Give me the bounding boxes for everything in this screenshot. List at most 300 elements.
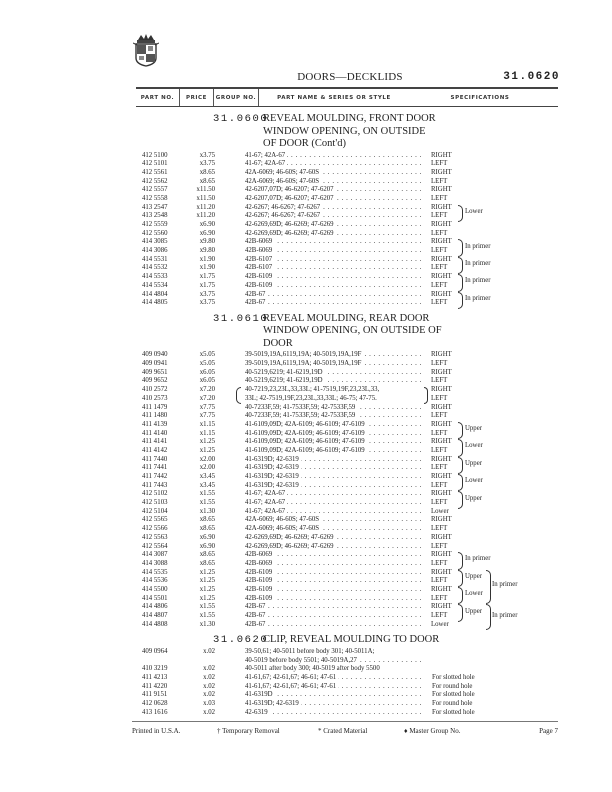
description-text: 41-67; 42A-67 <box>245 499 286 507</box>
part-description <box>245 282 423 291</box>
price: x8.65 <box>199 177 215 185</box>
description-text: 42B-6109 <box>245 585 273 593</box>
part-description <box>245 473 423 482</box>
parts-list <box>0 113 612 722</box>
part-number: 411 4142 <box>142 446 168 454</box>
specification: LEFT <box>431 377 448 385</box>
part-number: 412 5559 <box>142 221 168 228</box>
part-description <box>245 238 423 247</box>
part-description <box>245 683 423 692</box>
outer-group-brace-icon <box>486 570 491 605</box>
price: x7.75 <box>199 412 215 420</box>
part-description <box>245 709 423 718</box>
column-header-group-no: GROUP NO. <box>215 94 257 101</box>
part-number: 414 5531 <box>142 255 168 263</box>
table-row <box>0 404 612 413</box>
part-number: 414 5534 <box>142 281 168 289</box>
description-text: 42B-6109 <box>245 568 273 576</box>
part-description <box>245 221 423 230</box>
part-description <box>245 525 423 534</box>
price: x.02 <box>203 647 215 655</box>
part-number: 414 4806 <box>142 603 168 611</box>
description-text: 42B-6109 <box>245 594 273 602</box>
column-header-part-no: PART NO. <box>140 94 175 101</box>
part-description <box>245 665 423 674</box>
part-number: 414 5536 <box>142 577 168 585</box>
bracketed-group <box>0 586 612 603</box>
bracketed-group <box>0 438 612 455</box>
specification: For slotted hole <box>432 708 475 716</box>
price: x6.90 <box>199 542 215 550</box>
description-text: 40-7219,23,23L,33,33L; 41-7519,19F,23,23L,33, <box>245 386 380 394</box>
price: x2.00 <box>199 455 215 463</box>
bracketed-group <box>0 551 612 568</box>
specification: LEFT <box>431 360 448 368</box>
part-description <box>245 438 423 447</box>
bracketed-group <box>0 421 612 438</box>
group-note: Upper <box>465 607 482 615</box>
group-note: In primer <box>465 555 491 563</box>
bracketed-group <box>0 291 612 308</box>
part-description <box>245 691 423 700</box>
group-note: Upper <box>465 459 482 467</box>
description-text: 42B-6069 <box>245 247 273 255</box>
group-brace-icon <box>458 604 463 621</box>
description-text: 42B-67 <box>245 299 266 307</box>
specification: LEFT <box>431 446 448 454</box>
price: x1.25 <box>199 585 215 593</box>
part-description <box>245 621 423 630</box>
part-number: 409 0941 <box>142 360 168 368</box>
spanning-description-group <box>0 386 612 403</box>
table-row <box>0 377 612 386</box>
left-brace-icon <box>236 387 241 404</box>
description-text: 42-6319 <box>245 708 268 716</box>
specification: RIGHT <box>431 238 452 246</box>
price: x1.30 <box>199 620 215 628</box>
description-text: 42B-67 <box>245 603 266 611</box>
table-row <box>0 543 612 552</box>
part-description <box>245 430 423 439</box>
part-number: 414 5533 <box>142 273 168 281</box>
group-note: Lower <box>465 590 483 598</box>
part-description <box>245 230 423 239</box>
description-text: 42-6269,69D; 46-6269; 47-6269 <box>245 229 334 237</box>
price: x.02 <box>203 665 215 673</box>
table-row <box>0 603 612 612</box>
table-row <box>0 569 612 578</box>
description-text: 42-6267; 46-6267; 47-6267 <box>245 203 321 211</box>
part-description <box>245 603 423 612</box>
bracketed-group <box>0 256 612 273</box>
price: x1.75 <box>199 281 215 289</box>
table-row <box>0 683 612 692</box>
price: x3.75 <box>199 290 215 298</box>
table-row <box>0 351 612 360</box>
part-description <box>245 360 423 369</box>
part-description <box>245 516 423 525</box>
specification: RIGHT <box>431 151 452 159</box>
footer-legend-crated: * Crated Material <box>318 727 368 735</box>
specification: Lower <box>431 507 449 515</box>
specification: RIGHT <box>431 516 452 524</box>
parts-section <box>0 313 612 635</box>
part-number: 411 4141 <box>142 438 168 446</box>
specification: RIGHT <box>431 438 452 446</box>
part-number: 411 7440 <box>142 455 168 463</box>
column-header-specifications: SPECIFICATIONS <box>450 94 510 101</box>
part-number: 411 1480 <box>142 412 168 420</box>
table-row <box>0 195 612 204</box>
part-number: 409 0940 <box>142 351 168 359</box>
price: x6.90 <box>199 229 215 237</box>
part-description <box>245 152 423 161</box>
table-row <box>0 499 612 508</box>
description-text: 40-5219,6219; 41-6219,19D <box>245 368 323 376</box>
part-number: 412 5558 <box>142 194 168 202</box>
part-description <box>245 256 423 265</box>
description-text: 42-6269,69D; 46-6269; 47-6269 <box>245 542 334 550</box>
price: x7.20 <box>199 386 215 394</box>
specification: LEFT <box>431 577 448 585</box>
specification: LEFT <box>431 160 448 168</box>
price: x3.75 <box>199 160 215 168</box>
specification: For slotted hole <box>432 673 475 681</box>
part-description <box>245 569 423 578</box>
description-text: 41-6319D; 42-6319 <box>245 700 299 707</box>
part-number: 411 7442 <box>142 473 168 480</box>
price: x1.55 <box>199 603 215 611</box>
part-number: 412 5100 <box>142 151 168 159</box>
price: x6.90 <box>199 533 215 541</box>
price: x3.45 <box>199 473 215 480</box>
price: x1.55 <box>199 612 215 619</box>
description-text: 42-6207,07D; 46-6207; 47-6207 <box>245 194 334 202</box>
bracketed-group <box>0 621 612 630</box>
table-row <box>0 256 612 265</box>
description-text: 41-61,67; 42-61,67; 46-61; 47-61 <box>245 682 337 690</box>
description-text: 41-6109,09D; 42A-6109; 46-6109; 47-6109 <box>245 429 365 437</box>
description-text: 42-6267; 46-6267; 47-6267 <box>245 212 321 220</box>
part-number: 414 5500 <box>142 585 168 593</box>
part-number: 411 4220 <box>142 682 168 690</box>
part-number: 412 0628 <box>142 700 168 707</box>
table-row <box>0 595 612 604</box>
description-text: 42B-6109 <box>245 577 273 585</box>
part-description <box>245 351 423 360</box>
description-text: 41-6319D; 42-6319 <box>245 481 299 489</box>
specification: RIGHT <box>431 386 452 394</box>
table-row <box>0 560 612 569</box>
part-description <box>245 421 423 430</box>
section-heading-number: 31.0610 <box>213 312 269 325</box>
part-number: 412 5560 <box>142 229 168 237</box>
description-text: 41-6109,09D; 42A-6109; 46-6109; 47-6109 <box>245 446 365 454</box>
price: x1.15 <box>199 420 215 428</box>
table-row <box>0 178 612 187</box>
group-note: In primer <box>465 294 491 302</box>
specification: RIGHT <box>431 273 452 281</box>
part-number: 414 5535 <box>142 568 168 576</box>
description-text: 42-6207,07D; 46-6207; 47-6207 <box>245 186 334 194</box>
part-description <box>245 482 423 491</box>
group-brace-icon <box>458 570 463 587</box>
part-number: 412 5562 <box>142 177 168 185</box>
part-description <box>245 577 423 586</box>
part-number: 412 5563 <box>142 533 168 541</box>
section-heading-line: OF DOOR (Cont'd) <box>263 138 346 149</box>
part-description <box>245 169 423 178</box>
specification: RIGHT <box>431 455 452 463</box>
part-description <box>245 195 423 204</box>
table-row <box>0 230 612 239</box>
price: x.02 <box>203 708 215 716</box>
section-heading-line: WINDOW OPENING, ON OUTSIDE OF <box>263 325 442 337</box>
description-text: 40-5011 after body 300; 40-5019 after body 5500 <box>245 665 380 673</box>
part-number: 413 2548 <box>142 212 168 220</box>
specification: RIGHT <box>431 221 452 228</box>
part-number: 413 1616 <box>142 708 168 716</box>
part-description <box>245 395 423 404</box>
part-number: 414 4807 <box>142 612 168 619</box>
part-description <box>245 648 423 657</box>
table-row <box>0 204 612 213</box>
part-number: 412 5102 <box>142 490 168 498</box>
part-description <box>245 657 423 666</box>
price: x11.50 <box>196 186 215 194</box>
price: x8.65 <box>199 516 215 524</box>
description-text: 42B-6069 <box>245 238 273 246</box>
group-brace-icon <box>458 439 463 456</box>
part-number: 410 2573 <box>142 394 168 402</box>
specification: LEFT <box>431 229 448 237</box>
part-number: 411 4213 <box>142 673 168 681</box>
parts-section <box>0 634 612 722</box>
part-description <box>245 299 423 308</box>
table-row <box>0 430 612 439</box>
table-row <box>0 299 612 308</box>
description-text: 41-67; 42A-67 <box>245 151 286 159</box>
description-text: 42B-6069 <box>245 551 273 559</box>
specification: LEFT <box>431 247 448 255</box>
specification: LEFT <box>431 212 448 220</box>
price: x1.75 <box>199 273 215 281</box>
table-row <box>0 490 612 499</box>
table-row <box>0 152 612 161</box>
specification: RIGHT <box>431 490 452 498</box>
description-text: 39-5019,19A,6119,19A; 40-5019,19A,19F <box>245 351 362 359</box>
header-rule <box>136 106 558 107</box>
description-text: 40-7233F,59; 41-7533F,59; 42-7533F,59 <box>245 412 356 420</box>
price: x11.50 <box>196 194 215 202</box>
section-heading <box>0 634 612 648</box>
section-heading-number: 31.0600 <box>213 113 269 125</box>
description-text: 42B-6069 <box>245 559 273 567</box>
specification: For slotted hole <box>432 691 475 699</box>
specification: LEFT <box>431 525 448 533</box>
section-heading-number: 31.0620 <box>213 634 269 647</box>
table-row <box>0 508 612 517</box>
specification: LEFT <box>431 394 448 402</box>
section-heading <box>0 313 612 352</box>
specification: RIGHT <box>431 186 452 194</box>
specification: RIGHT <box>431 368 452 376</box>
price: x8.65 <box>199 551 215 559</box>
description-text: 42A-6069; 46-60S; 47-60S <box>245 168 320 176</box>
group-brace-icon <box>458 274 463 291</box>
description-text: 41-6319D; 42-6319 <box>245 455 299 463</box>
group-brace-icon <box>458 239 463 256</box>
table-row <box>0 369 612 378</box>
table-row <box>0 395 612 404</box>
specification: RIGHT <box>431 351 452 359</box>
specification: LEFT <box>431 464 448 472</box>
description-text: 41-61,67; 42-61,67; 46-61; 47-61 <box>245 673 337 681</box>
price: x1.55 <box>199 499 215 507</box>
price: x.02 <box>203 673 215 681</box>
price: x6.90 <box>199 221 215 228</box>
group-note: Lower <box>465 477 483 485</box>
section-number: 31.0620 <box>503 71 560 83</box>
description-text: 41-6109,09D; 42A-6109; 46-6109; 47-6109 <box>245 420 365 428</box>
part-number: 414 5501 <box>142 594 168 602</box>
table-row <box>0 691 612 700</box>
group-brace-icon <box>458 457 463 474</box>
description-text: 33L; 42-7519,19F,23,23L,33,33L; 46-75; 47-75. <box>245 394 377 402</box>
specification: RIGHT <box>431 203 452 211</box>
group-note: In primer <box>465 277 491 285</box>
price: x6.05 <box>199 368 215 376</box>
part-description <box>245 499 423 508</box>
part-description <box>245 560 423 569</box>
description-text: 42A-6069; 46-60S; 47-60S <box>245 525 320 533</box>
table-row <box>0 464 612 473</box>
part-description <box>245 377 423 386</box>
price: x.02 <box>203 682 215 690</box>
description-text: 42B-6109 <box>245 273 273 281</box>
description-text: 41-67; 42A-67 <box>245 490 286 498</box>
part-description <box>245 490 423 499</box>
description-text: 42B-6107 <box>245 255 273 263</box>
price: x5.05 <box>199 351 215 359</box>
specification: RIGHT <box>431 403 452 411</box>
part-number: 411 9151 <box>142 691 168 699</box>
table-row <box>0 282 612 291</box>
table-row <box>0 247 612 256</box>
table-row <box>0 516 612 525</box>
price: x9.80 <box>199 247 215 255</box>
description-text: 40-7233F,59; 41-7533F,59; 42-7533F,59 <box>245 403 356 411</box>
description-text: 39-50,61; 40-5011 before body 301; 40-5011A; <box>245 647 375 655</box>
description-text: 41-6319D; 42-6319 <box>245 464 299 472</box>
price: x1.25 <box>199 594 215 602</box>
specification: RIGHT <box>431 473 452 480</box>
bracketed-group <box>0 456 612 473</box>
nested-bracketed-group <box>0 603 612 629</box>
part-description <box>245 204 423 213</box>
description-text: 41-6319D; 42-6319 <box>245 473 299 480</box>
group-note: Upper <box>465 425 482 433</box>
table-row <box>0 456 612 465</box>
part-description <box>245 447 423 456</box>
group-note: Lower <box>465 442 483 450</box>
table-row <box>0 291 612 300</box>
price: x3.75 <box>199 299 215 307</box>
part-number: 409 9651 <box>142 368 168 376</box>
specification: LEFT <box>431 281 448 289</box>
part-number: 414 4808 <box>142 620 168 628</box>
part-description <box>245 551 423 560</box>
group-note: Lower <box>465 207 483 215</box>
price: x9.80 <box>199 238 215 246</box>
group-note: Upper <box>465 572 482 580</box>
specification: LEFT <box>431 481 448 489</box>
table-row <box>0 160 612 169</box>
specification: LEFT <box>431 429 448 437</box>
bracketed-group <box>0 238 612 255</box>
description-text: 42B-67 <box>245 620 266 628</box>
table-row <box>0 360 612 369</box>
part-number: 413 2547 <box>142 203 168 211</box>
price: x1.25 <box>199 438 215 446</box>
group-note: In primer <box>465 242 491 250</box>
section-heading <box>0 113 612 152</box>
table-row <box>0 709 612 718</box>
table-row <box>0 169 612 178</box>
description-text: 42B-6109 <box>245 281 273 289</box>
part-number: 412 5103 <box>142 499 168 507</box>
description-text: 42A-6069; 46-60S; 47-60S <box>245 177 320 185</box>
table-row <box>0 674 612 683</box>
part-description <box>245 674 423 683</box>
table-row <box>0 700 612 709</box>
part-description <box>245 543 423 552</box>
section-heading-line: REVEAL MOULDING, FRONT DOOR <box>263 113 436 124</box>
outer-group-note: In primer <box>492 581 518 589</box>
specification: LEFT <box>431 412 448 420</box>
bracketed-group <box>0 273 612 290</box>
part-number: 411 4139 <box>142 420 168 428</box>
footer-rule <box>132 721 558 722</box>
table-row <box>0 447 612 456</box>
part-number: 412 5566 <box>142 525 168 533</box>
price: x11.20 <box>196 203 215 211</box>
price: x.02 <box>203 691 215 699</box>
price: x3.45 <box>199 481 215 489</box>
page-number: Page 7 <box>539 727 558 735</box>
part-description <box>245 412 423 421</box>
part-description <box>245 369 423 378</box>
group-brace-icon <box>458 292 463 309</box>
part-number: 414 5532 <box>142 264 168 272</box>
column-header-part-name: PART NAME & SERIES OR STYLE <box>277 94 391 101</box>
part-description <box>245 534 423 543</box>
column-header-price: PRICE <box>185 94 208 101</box>
part-number: 412 5101 <box>142 160 168 168</box>
price: x3.75 <box>199 151 215 159</box>
part-number: 414 3088 <box>142 559 168 567</box>
table-row <box>0 412 612 421</box>
part-description <box>245 508 423 517</box>
part-number: 412 5557 <box>142 186 168 194</box>
group-brace-icon <box>458 205 463 222</box>
table-row <box>0 621 612 630</box>
footer-legend-temporary: † Temporary Removal <box>217 727 280 735</box>
description-text: 39-5019,19A,6119,19A; 40-5019,19A,19F <box>245 360 362 368</box>
part-description <box>245 291 423 300</box>
group-brace-icon <box>458 491 463 508</box>
part-number: 411 7443 <box>142 481 168 489</box>
